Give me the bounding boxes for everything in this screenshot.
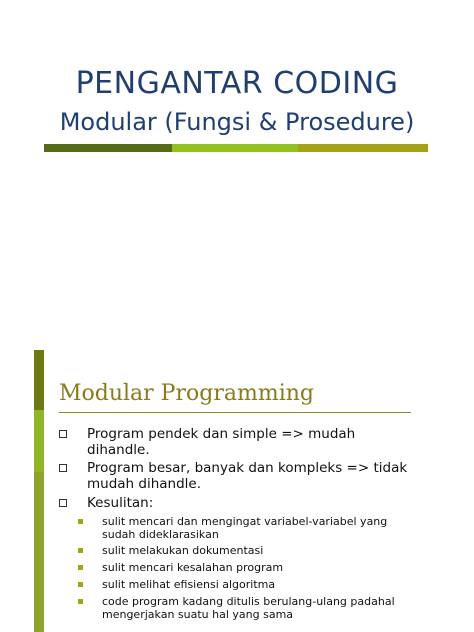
side-bar-dark bbox=[34, 350, 44, 410]
heading-divider bbox=[59, 412, 411, 413]
square-sub-bullet-icon bbox=[78, 599, 83, 604]
square-sub-bullet-icon bbox=[78, 565, 83, 570]
square-sub-bullet-icon bbox=[78, 548, 83, 553]
side-bar-olive bbox=[34, 472, 44, 632]
bullet-text: Program besar, banyak dan kompleks => tidak mudah dihandle. bbox=[87, 460, 408, 492]
accent-bar-dark bbox=[44, 144, 172, 152]
square-bullet-icon bbox=[59, 464, 67, 472]
square-bullet-icon bbox=[59, 430, 67, 438]
square-sub-bullet-icon bbox=[78, 519, 83, 524]
content-heading: Modular Programming bbox=[59, 381, 314, 406]
slide-title: PENGANTAR CODING bbox=[75, 66, 399, 101]
side-bar-green bbox=[34, 410, 44, 472]
square-bullet-icon bbox=[59, 499, 67, 507]
square-sub-bullet-icon bbox=[78, 582, 83, 587]
slide-subtitle: Modular (Fungsi & Prosedure) bbox=[59, 108, 415, 136]
bullet-text: Kesulitan: bbox=[87, 495, 154, 511]
sub-bullet-text: code program kadang ditulis berulang-ulang padahal mengerjakan suatu hal yang sama bbox=[102, 595, 395, 621]
sub-bullet-text: sulit melihat efisiensi algoritma bbox=[102, 578, 276, 591]
accent-bar-olive bbox=[298, 144, 428, 152]
bullet-text: Program pendek dan simple => mudah dihandle. bbox=[87, 426, 356, 458]
accent-bar-green bbox=[172, 144, 298, 152]
content-slide bbox=[0, 350, 474, 632]
sub-bullet-text: sulit melakukan dokumentasi bbox=[102, 544, 264, 557]
sub-bullet-text: sulit mencari kesalahan program bbox=[102, 561, 284, 574]
sub-bullet-text: sulit mencari dan mengingat variabel-variabel yang sudah dideklarasikan bbox=[102, 515, 388, 541]
